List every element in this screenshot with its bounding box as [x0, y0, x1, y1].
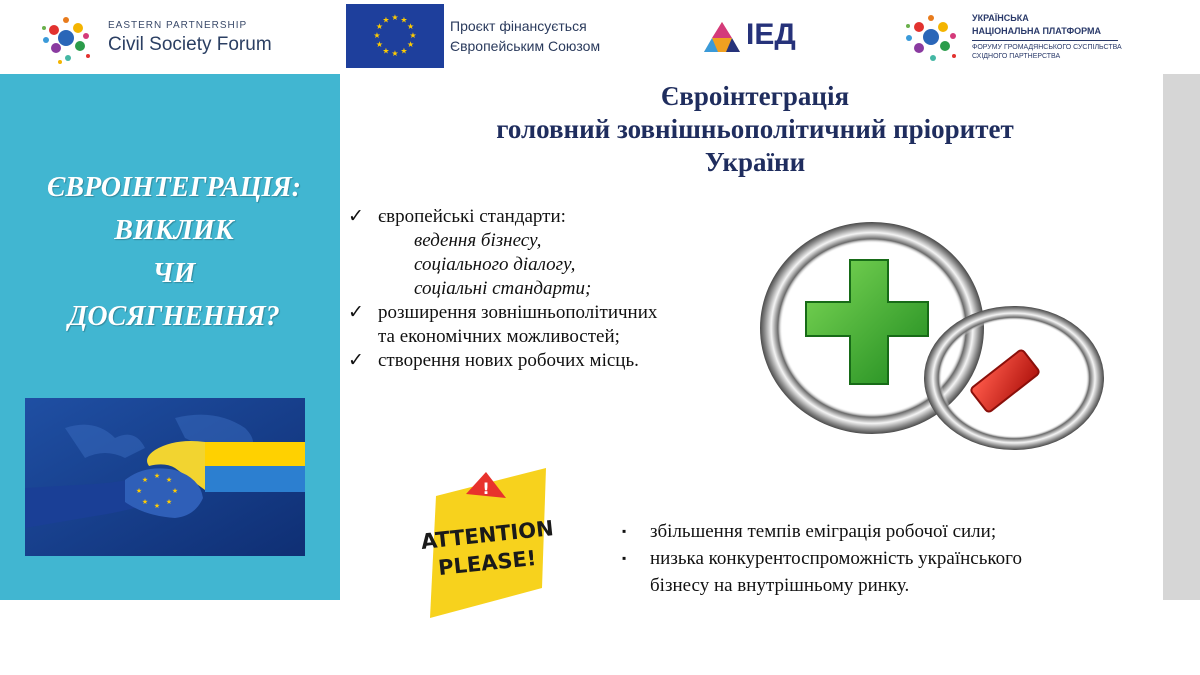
svg-text:★: ★	[153, 472, 161, 480]
svg-text:★: ★	[135, 487, 143, 495]
left-heading-line1: ЄВРОІНТЕГРАЦІЯ:	[46, 172, 301, 203]
checklist-text: створення нових робочих місць.	[378, 350, 639, 371]
svg-text:★: ★	[165, 498, 173, 506]
svg-text:★: ★	[391, 49, 399, 58]
benefits-checklist	[348, 205, 768, 373]
svg-text:★: ★	[407, 22, 415, 31]
bullet-item	[620, 518, 1160, 545]
eap-small-text: EASTERN PARTNERSHIP	[108, 20, 248, 31]
title-line3: України	[704, 147, 806, 177]
svg-text:★: ★	[382, 15, 390, 25]
checklist-item	[348, 301, 768, 349]
risks-bullet-list	[620, 518, 1160, 599]
title-line2: головний зовнішньополітичний пріоритет	[496, 114, 1014, 144]
unp-subtitle-line1: ФОРУМУ ГРОМАДЯНСЬКОГО СУСПІЛЬСТВА	[972, 44, 1122, 51]
left-teal-panel	[0, 74, 340, 600]
left-heading-line3: ЧИ	[152, 258, 196, 289]
left-panel-heading	[0, 166, 348, 338]
svg-text:★: ★	[400, 15, 408, 25]
eap-forum-name: Civil Society Forum	[108, 34, 272, 55]
eu-funding-line2: Європейським Союзом	[450, 38, 601, 54]
left-heading-line4: ДОСЯГНЕННЯ?	[68, 301, 280, 332]
checklist-text: європейські стандарти:	[378, 206, 566, 227]
plus-minus-rings-image	[752, 218, 1108, 456]
title-line1: Євроінтеграція	[660, 81, 850, 111]
attention-please-sticker-image	[418, 468, 558, 618]
attention-line2: PLEASE!	[437, 545, 538, 581]
right-grey-strip	[1163, 74, 1200, 600]
svg-text:★: ★	[375, 40, 383, 49]
unp-divider	[972, 40, 1118, 41]
checklist-item	[348, 205, 768, 229]
unp-title-line2: НАЦІОНАЛЬНА ПЛАТФОРМА	[972, 26, 1102, 36]
svg-text:★: ★	[407, 40, 415, 49]
svg-text:★: ★	[141, 476, 149, 484]
slide-title	[350, 80, 1160, 179]
checklist-subitem: ведення бізнесу,	[414, 230, 542, 251]
unp-subtitle-line2: СХІДНОГО ПАРТНЕРСТВА	[972, 53, 1061, 60]
svg-text:★: ★	[375, 22, 383, 31]
bullet-item	[620, 545, 1160, 599]
checklist-item	[348, 349, 768, 373]
ied-triangle-icon	[702, 20, 742, 54]
eu-ukraine-handshake-image	[25, 398, 305, 556]
ukrainian-platform-logo-icon	[900, 6, 962, 68]
checklist-subitem: соціального діалогу,	[414, 254, 576, 275]
svg-text:★: ★	[400, 46, 408, 56]
checklist-subitem: соціальні стандарти;	[414, 278, 592, 299]
attention-line1: ATTENTION	[419, 516, 555, 554]
checklist-text-line1: розширення зовнішньополітичних	[378, 302, 658, 323]
svg-text:★: ★	[409, 31, 417, 40]
eap-logo-icon	[36, 8, 96, 68]
square-bullet-icon: ▪	[622, 524, 627, 538]
header-logo-bar	[0, 0, 1200, 74]
checkmark-icon: ✓	[348, 206, 364, 227]
ied-logo-text: ІЕД	[746, 18, 796, 51]
eu-funding-line1: Проєкт фінансується	[450, 18, 587, 34]
square-bullet-icon: ▪	[622, 551, 627, 565]
svg-text:★: ★	[373, 31, 381, 40]
ukrainian-platform-title	[972, 12, 1101, 38]
svg-text:★: ★	[171, 487, 179, 495]
left-heading-line2: ВИКЛИК	[114, 215, 234, 246]
unp-title-line1: УКРАЇНСЬКА	[972, 13, 1029, 23]
svg-text:★: ★	[382, 46, 390, 56]
bullet-text-line1: низька конкурентоспроможність українського	[650, 548, 1022, 569]
eu-flag-icon	[346, 4, 444, 68]
svg-text:★: ★	[141, 498, 149, 506]
checkmark-icon: ✓	[348, 350, 364, 371]
svg-text:★: ★	[391, 13, 399, 22]
checklist-text-line2: та економічних можливостей;	[378, 326, 620, 347]
svg-text:!: !	[482, 479, 490, 498]
svg-text:★: ★	[153, 502, 161, 510]
ukrainian-platform-subtitle	[972, 43, 1122, 61]
bullet-text-line2: бізнесу на внутрішньому ринку.	[650, 575, 910, 596]
svg-text:★: ★	[165, 476, 173, 484]
checkmark-icon: ✓	[348, 302, 364, 323]
bullet-text: збільшення темпів еміграція робочої сили;	[650, 521, 997, 542]
